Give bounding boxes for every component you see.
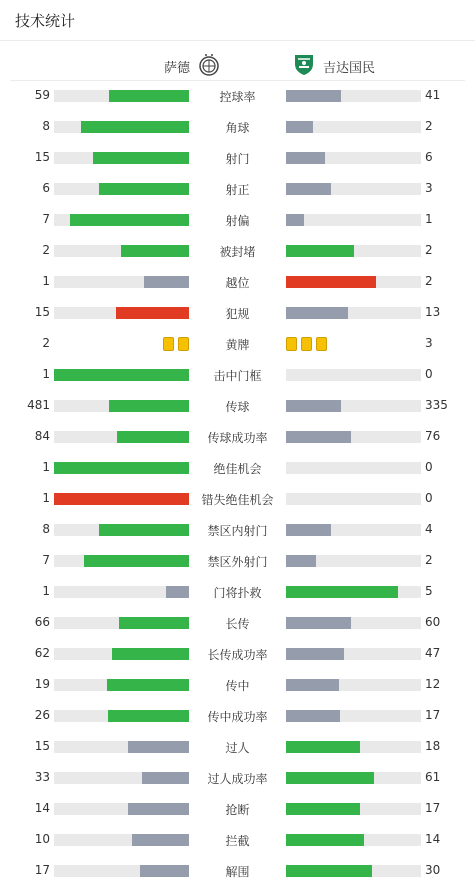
away-bar-track [286,524,421,536]
stat-label: 射门 [225,152,250,166]
away-bar-fill [286,400,341,412]
away-bar-fill [286,183,331,195]
yellow-card-icon [301,337,312,351]
home-bar-fill [107,679,189,691]
stat-row [0,578,475,609]
stat-row [0,454,475,485]
home-bar-track [54,555,189,567]
stat-label: 传球成功率 [207,431,268,445]
away-bar-fill [286,741,360,753]
home-bar-track [54,214,189,226]
away-bar-fill [286,834,364,846]
stat-row [0,795,475,826]
away-value: 2 [425,119,433,133]
away-bar-track [286,555,421,567]
home-bar-fill [128,803,189,815]
away-value: 76 [425,429,441,443]
stat-label: 长传 [225,617,250,631]
away-bar-fill [286,772,374,784]
stat-label: 犯规 [225,307,250,321]
home-bar-track [54,152,189,164]
stat-label: 过人 [225,741,250,755]
away-team-logo-icon [293,52,315,80]
away-value: 5 [425,584,433,598]
away-bar-fill [286,121,313,133]
away-bar-track [286,183,421,195]
yellow-card-icon [316,337,327,351]
stat-label: 绝佳机会 [213,462,262,476]
yellow-card-icon [286,337,297,351]
home-value: 2 [42,336,50,350]
home-value: 19 [34,677,50,691]
away-bar-track [286,431,421,443]
home-value: 481 [27,398,50,412]
away-bar-fill [286,710,340,722]
away-bar-track [286,648,421,660]
away-bar-track [286,741,421,753]
away-bar-track [286,90,421,102]
home-bar-fill [99,524,189,536]
away-value: 12 [425,677,441,691]
home-bar-fill [112,648,189,660]
home-team-name: 萨德 [163,60,190,76]
stat-row [0,857,475,888]
away-value: 14 [425,832,441,846]
home-bar-fill [54,462,189,474]
home-team-logo-icon [198,52,220,80]
away-bar-fill [286,586,398,598]
away-yellow-cards [286,337,327,351]
away-bar-track [286,803,421,815]
stat-row [0,485,475,516]
home-value: 1 [42,584,50,598]
away-bar-track [286,772,421,784]
home-bar-fill [109,90,189,102]
home-value: 84 [34,429,50,443]
stat-label: 禁区内射门 [207,524,268,538]
stat-label: 错失绝佳机会 [201,493,274,507]
stat-row [0,237,475,268]
away-bar-track [286,493,421,505]
home-value: 62 [34,646,50,660]
away-team[interactable] [293,52,375,80]
home-value: 15 [34,305,50,319]
stat-label: 被封堵 [219,245,256,259]
home-bar-track [54,679,189,691]
home-bar-fill [116,307,189,319]
home-value: 17 [34,863,50,877]
away-value: 13 [425,305,441,319]
home-value: 1 [42,367,50,381]
home-bar-fill [128,741,189,753]
away-bar-track [286,307,421,319]
home-bar-track [54,276,189,288]
home-bar-fill [117,431,189,443]
stat-label: 传球 [225,400,250,414]
stat-label: 传中 [225,679,250,693]
stat-row [0,516,475,547]
yellow-card-icon [178,337,189,351]
home-bar-fill [99,183,189,195]
home-value: 14 [34,801,50,815]
stat-label: 长传成功率 [207,648,268,662]
away-value: 30 [425,863,441,877]
home-bar-track [54,710,189,722]
stat-label: 越位 [225,276,250,290]
away-bar-track [286,245,421,257]
home-bar-fill [70,214,189,226]
home-value: 7 [42,553,50,567]
away-bar-track [286,617,421,629]
stat-label: 拦截 [225,834,250,848]
away-bar-fill [286,679,339,691]
away-value: 3 [425,181,433,195]
stat-label: 黄牌 [225,338,250,352]
stat-row [0,764,475,795]
away-value: 2 [425,274,433,288]
home-bar-fill [108,710,189,722]
home-bar-fill [142,772,189,784]
home-bar-track [54,431,189,443]
home-bar-track [54,865,189,877]
away-value: 0 [425,367,433,381]
yellow-card-icon [163,337,174,351]
home-bar-track [54,369,189,381]
stat-label: 击中门框 [213,369,262,383]
home-bar-fill [121,245,189,257]
home-team[interactable] [164,52,220,80]
home-value: 7 [42,212,50,226]
home-bar-fill [140,865,189,877]
away-bar-fill [286,90,341,102]
home-bar-track [54,648,189,660]
home-bar-fill [54,493,189,505]
home-bar-fill [109,400,189,412]
home-value: 26 [34,708,50,722]
page-title: 技术统计 [15,12,76,30]
away-value: 335 [425,398,448,412]
away-value: 61 [425,770,441,784]
home-bar-track [54,772,189,784]
away-value: 2 [425,553,433,567]
home-value: 59 [34,88,50,102]
away-value: 0 [425,491,433,505]
stat-label: 过人成功率 [207,772,268,786]
away-bar-fill [286,865,372,877]
home-bar-track [54,493,189,505]
home-value: 8 [42,119,50,133]
home-bar-track [54,400,189,412]
stat-row [0,702,475,733]
away-bar-track [286,276,421,288]
stat-label: 传中成功率 [207,710,268,724]
home-bar-track [54,741,189,753]
away-bar-fill [286,617,351,629]
home-bar-track [54,90,189,102]
away-value: 18 [425,739,441,753]
away-bar-fill [286,555,316,567]
home-bar-track [54,183,189,195]
home-bar-fill [93,152,189,164]
home-value: 1 [42,460,50,474]
away-bar-fill [286,276,376,288]
stat-label: 射偏 [225,214,250,228]
stat-row [0,144,475,175]
away-bar-fill [286,245,354,257]
stat-label: 抢断 [225,803,250,817]
stat-row [0,640,475,671]
away-value: 0 [425,460,433,474]
away-bar-track [286,400,421,412]
stat-label: 解围 [225,865,250,879]
home-bar-track [54,245,189,257]
away-bar-fill [286,214,304,226]
home-bar-track [54,524,189,536]
stat-label: 门将扑救 [213,586,262,600]
home-bar-fill [144,276,189,288]
home-bar-track [54,803,189,815]
home-value: 8 [42,522,50,536]
stat-row [0,330,475,361]
away-bar-fill [286,524,331,536]
home-value: 10 [34,832,50,846]
stat-row [0,547,475,578]
away-bar-track [286,710,421,722]
away-bar-fill [286,307,348,319]
away-value: 4 [425,522,433,536]
home-bar-track [54,307,189,319]
away-value: 17 [425,708,441,722]
home-value: 66 [34,615,50,629]
away-value: 17 [425,801,441,815]
home-bar-track [54,462,189,474]
header-divider [0,40,475,41]
away-bar-track [286,462,421,474]
home-bar-fill [84,555,189,567]
away-bar-fill [286,431,351,443]
stat-row [0,268,475,299]
away-bar-fill [286,152,325,164]
home-bar-track [54,121,189,133]
home-value: 6 [42,181,50,195]
away-team-name: 吉达国民 [323,60,376,76]
home-bar-track [54,586,189,598]
away-bar-track [286,121,421,133]
stat-label: 控球率 [219,90,256,104]
stat-row [0,82,475,113]
away-value: 1 [425,212,433,226]
away-bar-track [286,679,421,691]
away-bar-fill [286,648,344,660]
away-bar-fill [286,803,360,815]
teams-header [10,46,465,81]
home-value: 15 [34,739,50,753]
stat-row [0,671,475,702]
stat-label: 角球 [225,121,250,135]
stat-row [0,113,475,144]
away-value: 2 [425,243,433,257]
away-value: 60 [425,615,441,629]
home-bar-track [54,617,189,629]
home-bar-fill [81,121,189,133]
home-value: 1 [42,274,50,288]
stat-row [0,733,475,764]
home-value: 33 [34,770,50,784]
away-value: 41 [425,88,441,102]
stat-row [0,826,475,857]
home-bar-fill [132,834,189,846]
stat-row [0,206,475,237]
away-value: 47 [425,646,441,660]
away-bar-track [286,152,421,164]
home-bar-fill [119,617,189,629]
home-value: 1 [42,491,50,505]
home-value: 2 [42,243,50,257]
home-bar-track [54,834,189,846]
away-bar-track [286,834,421,846]
home-bar-fill [54,369,189,381]
away-value: 6 [425,150,433,164]
stat-row [0,361,475,392]
home-value: 15 [34,150,50,164]
away-bar-track [286,586,421,598]
stat-row [0,609,475,640]
home-yellow-cards [163,337,189,351]
home-bar-fill [166,586,189,598]
away-bar-track [286,214,421,226]
stat-row [0,299,475,330]
stat-row [0,423,475,454]
away-value: 3 [425,336,433,350]
away-bar-track [286,865,421,877]
stat-label: 禁区外射门 [207,555,268,569]
stat-row [0,175,475,206]
stat-row [0,392,475,423]
stat-label: 射正 [225,183,250,197]
away-bar-track [286,369,421,381]
